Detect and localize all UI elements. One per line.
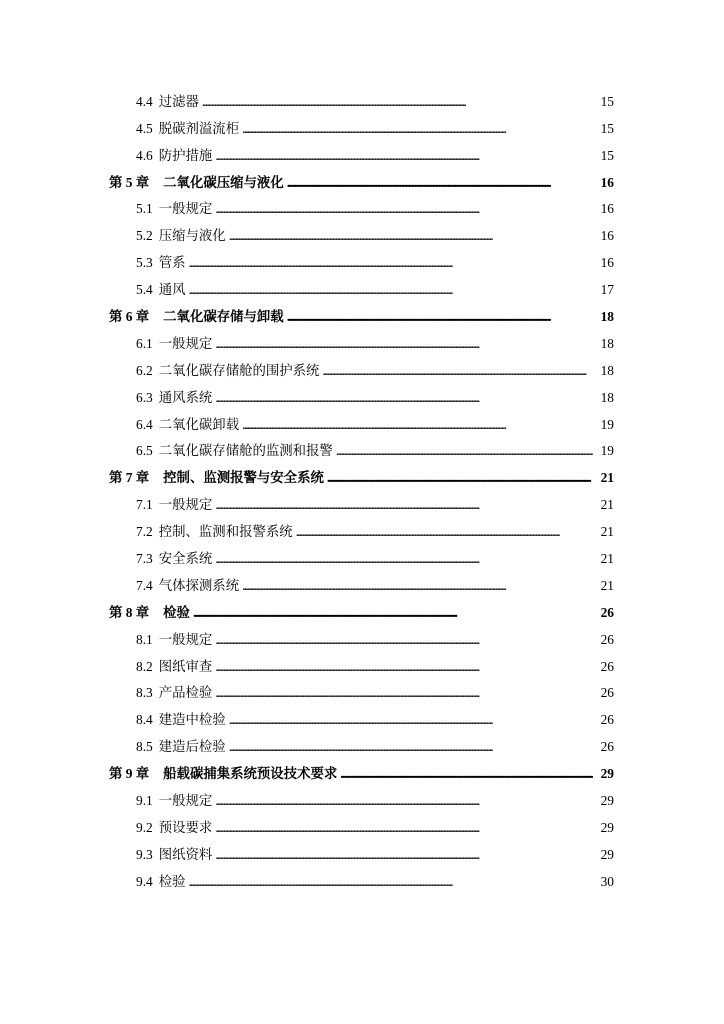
toc-entry-page-number: 29 xyxy=(600,766,614,782)
toc-entry-page-number: 29 xyxy=(600,819,614,835)
table-of-contents xyxy=(0,88,724,895)
toc-entry-title: 二氧化碳存储舱的监测和报警 xyxy=(158,443,333,459)
dot-leader xyxy=(215,685,593,701)
toc-entry-number: 9.4 xyxy=(136,873,153,889)
toc-entry-title: 控制、监测和报警系统 xyxy=(158,524,293,540)
toc-entry-page-number: 26 xyxy=(600,712,614,728)
toc-entry-title: 脱碳剂溢流柜 xyxy=(158,120,240,136)
dot-leader xyxy=(336,443,593,459)
toc-section-entry[interactable] xyxy=(0,438,724,465)
toc-entry-page-number: 17 xyxy=(600,282,614,298)
dot-leader xyxy=(189,282,593,298)
toc-entry-number: 6.1 xyxy=(136,335,153,351)
toc-section-entry[interactable] xyxy=(0,196,724,223)
toc-entry-page-number: 21 xyxy=(600,577,614,593)
dot-leader xyxy=(242,417,593,433)
toc-entry-title: 一般规定 xyxy=(158,335,213,351)
toc-entry-title: 建造中检验 xyxy=(158,712,226,728)
toc-entry-page-number: 26 xyxy=(600,631,614,647)
dot-leader xyxy=(215,497,593,513)
dot-leader xyxy=(287,175,593,191)
dot-leader xyxy=(215,336,593,352)
toc-entry-page-number: 18 xyxy=(600,389,614,405)
toc-entry-page-number: 19 xyxy=(600,416,614,432)
toc-entry-number: 第 7 章 xyxy=(109,470,150,486)
dot-leader xyxy=(242,578,593,594)
dot-leader xyxy=(215,148,593,164)
toc-entry-title: 预设要求 xyxy=(158,819,213,835)
toc-entry-number: 第 9 章 xyxy=(109,766,150,782)
toc-entry-page-number: 26 xyxy=(600,739,614,755)
toc-entry-title: 图纸资料 xyxy=(158,846,213,862)
dot-leader xyxy=(215,659,593,675)
toc-entry-title: 气体探测系统 xyxy=(158,577,240,593)
toc-entry-title: 图纸审查 xyxy=(158,658,213,674)
dot-leader xyxy=(215,551,593,567)
toc-entry-page-number: 16 xyxy=(600,255,614,271)
toc-entry-page-number: 18 xyxy=(600,309,614,325)
toc-entry-page-number: 18 xyxy=(600,335,614,351)
toc-entry-title: 二氧化碳卸载 xyxy=(158,416,240,432)
dot-leader xyxy=(340,766,593,782)
toc-entry-number: 6.3 xyxy=(136,389,153,405)
toc-entry-number: 6.2 xyxy=(136,362,153,378)
toc-entry-number: 9.1 xyxy=(136,793,153,809)
toc-entry-title: 一般规定 xyxy=(158,201,213,217)
toc-entry-number: 第 8 章 xyxy=(109,604,150,620)
toc-section-entry[interactable] xyxy=(0,142,724,169)
dot-leader xyxy=(322,363,593,379)
toc-entry-title: 控制、监测报警与安全系统 xyxy=(163,470,324,486)
toc-section-entry[interactable] xyxy=(0,814,724,841)
toc-entry-number: 6.5 xyxy=(136,443,153,459)
toc-section-entry[interactable] xyxy=(0,249,724,276)
toc-entry-number: 9.3 xyxy=(136,846,153,862)
toc-entry-number: 第 6 章 xyxy=(109,309,150,325)
toc-entry-number: 7.4 xyxy=(136,577,153,593)
toc-entry-title: 一般规定 xyxy=(158,631,213,647)
toc-entry-number: 5.1 xyxy=(136,201,153,217)
dot-leader xyxy=(242,121,593,137)
dot-leader xyxy=(327,470,593,486)
toc-entry-title: 管系 xyxy=(158,255,186,271)
dot-leader xyxy=(215,793,593,809)
toc-entry-page-number: 15 xyxy=(600,93,614,109)
toc-section-entry[interactable] xyxy=(0,357,724,384)
toc-entry-page-number: 29 xyxy=(600,846,614,862)
toc-section-entry[interactable] xyxy=(0,330,724,357)
dot-leader xyxy=(193,605,593,621)
toc-entry-page-number: 21 xyxy=(600,524,614,540)
toc-chapter-entry[interactable] xyxy=(0,169,724,196)
toc-entry-number: 4.4 xyxy=(136,93,153,109)
toc-section-entry[interactable] xyxy=(0,841,724,868)
toc-entry-title: 产品检验 xyxy=(158,685,213,701)
toc-entry-number: 8.1 xyxy=(136,631,153,647)
toc-section-entry[interactable] xyxy=(0,411,724,438)
toc-entry-number: 5.3 xyxy=(136,255,153,271)
toc-section-entry[interactable] xyxy=(0,545,724,572)
toc-section-entry[interactable] xyxy=(0,384,724,411)
toc-entry-number: 第 5 章 xyxy=(109,174,150,190)
dot-leader xyxy=(215,632,593,648)
toc-entry-page-number: 30 xyxy=(600,873,614,889)
dot-leader xyxy=(215,820,593,836)
dot-leader xyxy=(229,228,593,244)
toc-entry-title: 通风 xyxy=(158,282,186,298)
dot-leader xyxy=(202,94,593,110)
toc-entry-title: 防护措施 xyxy=(158,147,213,163)
toc-entry-title: 建造后检验 xyxy=(158,739,226,755)
toc-entry-number: 7.3 xyxy=(136,551,153,567)
toc-entry-title: 检验 xyxy=(158,873,186,889)
toc-section-entry[interactable] xyxy=(0,88,724,115)
dot-leader xyxy=(296,524,593,540)
toc-section-entry[interactable] xyxy=(0,868,724,895)
toc-entry-title: 通风系统 xyxy=(158,389,213,405)
toc-section-entry[interactable] xyxy=(0,491,724,518)
toc-section-entry[interactable] xyxy=(0,653,724,680)
toc-entry-page-number: 15 xyxy=(600,120,614,136)
dot-leader xyxy=(229,712,593,728)
toc-entry-number: 5.4 xyxy=(136,282,153,298)
dot-leader xyxy=(287,309,593,325)
toc-section-entry[interactable] xyxy=(0,787,724,814)
toc-entry-page-number: 21 xyxy=(600,551,614,567)
toc-entry-title: 一般规定 xyxy=(158,497,213,513)
dot-leader xyxy=(215,201,593,217)
toc-entry-page-number: 16 xyxy=(600,174,614,190)
toc-entry-page-number: 21 xyxy=(600,497,614,513)
toc-entry-number: 9.2 xyxy=(136,819,153,835)
toc-entry-title: 一般规定 xyxy=(158,793,213,809)
toc-entry-number: 8.2 xyxy=(136,658,153,674)
toc-entry-page-number: 19 xyxy=(600,443,614,459)
toc-entry-page-number: 16 xyxy=(600,228,614,244)
toc-entry-title: 检验 xyxy=(163,604,190,620)
toc-entry-number: 7.1 xyxy=(136,497,153,513)
toc-entry-page-number: 26 xyxy=(600,604,614,620)
toc-section-entry[interactable] xyxy=(0,626,724,653)
dot-leader xyxy=(189,874,593,890)
toc-entry-number: 5.2 xyxy=(136,228,153,244)
toc-entry-title: 二氧化碳存储舱的围护系统 xyxy=(158,362,320,378)
toc-section-entry[interactable] xyxy=(0,680,724,707)
toc-entry-page-number: 26 xyxy=(600,685,614,701)
toc-entry-page-number: 29 xyxy=(600,793,614,809)
toc-entry-number: 6.4 xyxy=(136,416,153,432)
toc-section-entry[interactable] xyxy=(0,706,724,733)
toc-entry-number: 7.2 xyxy=(136,524,153,540)
toc-entry-number: 8.3 xyxy=(136,685,153,701)
dot-leader xyxy=(215,847,593,863)
dot-leader xyxy=(189,255,593,271)
toc-entry-title: 二氧化碳存储与卸载 xyxy=(163,309,284,325)
toc-chapter-entry[interactable] xyxy=(0,599,724,626)
dot-leader xyxy=(215,390,593,406)
toc-entry-title: 船载碳捕集系统预设技术要求 xyxy=(163,766,338,782)
toc-entry-title: 压缩与液化 xyxy=(158,228,226,244)
toc-chapter-entry[interactable] xyxy=(0,464,724,491)
toc-entry-title: 过滤器 xyxy=(158,93,199,109)
toc-entry-number: 8.5 xyxy=(136,739,153,755)
toc-chapter-entry[interactable] xyxy=(0,760,724,787)
toc-entry-title: 二氧化碳压缩与液化 xyxy=(163,174,284,190)
toc-chapter-entry[interactable] xyxy=(0,303,724,330)
toc-section-entry[interactable] xyxy=(0,572,724,599)
toc-section-entry[interactable] xyxy=(0,115,724,142)
toc-entry-page-number: 26 xyxy=(600,658,614,674)
toc-entry-page-number: 16 xyxy=(600,201,614,217)
toc-entry-page-number: 18 xyxy=(600,362,614,378)
toc-entry-title: 安全系统 xyxy=(158,551,213,567)
toc-entry-number: 4.6 xyxy=(136,147,153,163)
toc-entry-number: 8.4 xyxy=(136,712,153,728)
dot-leader xyxy=(229,739,593,755)
toc-section-entry[interactable] xyxy=(0,733,724,760)
toc-entry-page-number: 15 xyxy=(600,147,614,163)
toc-section-entry[interactable] xyxy=(0,518,724,545)
toc-entry-page-number: 21 xyxy=(600,470,614,486)
toc-section-entry[interactable] xyxy=(0,222,724,249)
toc-entry-number: 4.5 xyxy=(136,120,153,136)
toc-section-entry[interactable] xyxy=(0,276,724,303)
